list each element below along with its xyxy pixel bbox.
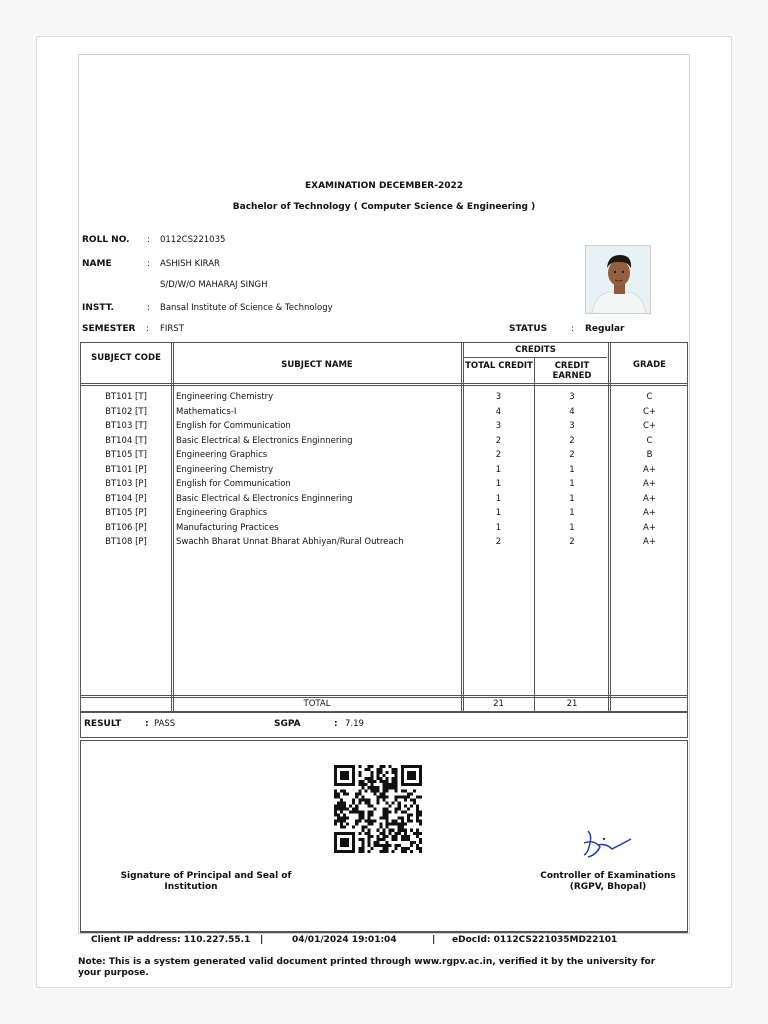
row-credit-earned: 1 — [569, 493, 575, 504]
footer-note: Note: This is a system generated valid document printed through www.rgpv.ac.in, verified it by the university for your purpose. — [78, 957, 656, 978]
row-subject-code: BT101 [P] — [105, 464, 147, 475]
row-credit-earned: 4 — [569, 406, 575, 417]
header-credit-earned: CREDIT EARNED — [552, 361, 592, 381]
row-credit-earned: 3 — [569, 421, 575, 431]
print-datetime: 04/01/2024 19:01:04 — [292, 935, 397, 945]
roll-sep: : — [147, 235, 151, 245]
row-subject-code: BT102 [T] — [105, 406, 147, 417]
row-subject-code: BT104 [T] — [105, 435, 147, 446]
row-grade: C+ — [642, 406, 657, 417]
marks-table — [80, 342, 688, 712]
sgpa-sep: : — [334, 719, 338, 729]
status-sep: : — [571, 324, 575, 334]
row-subject-name: Basic Electrical & Electronics Enginnering — [176, 493, 353, 504]
sgpa-value: 7.19 — [345, 719, 364, 729]
name-sep: : — [147, 259, 151, 269]
row-subject-code: BT101 [T] — [105, 392, 147, 402]
row-grade: A+ — [643, 537, 656, 547]
name-label: NAME — [82, 259, 112, 269]
row-total-credit: 1 — [495, 493, 502, 504]
qr-code — [334, 764, 422, 854]
result-box — [80, 712, 688, 738]
row-subject-name: English for Communication — [176, 421, 291, 431]
result-value: PASS — [154, 719, 176, 729]
edoc-id: eDocId: 0112CS221035MD22101 — [452, 935, 618, 945]
row-grade: A+ — [643, 508, 656, 518]
row-grade: C — [646, 435, 653, 446]
name-value: ASHISH KIRAR — [160, 259, 220, 269]
roll-value: 0112CS221035 — [160, 235, 226, 245]
row-total-credit: 1 — [495, 508, 502, 518]
row-subject-code: BT108 [P] — [105, 537, 147, 547]
row-grade: C+ — [642, 421, 657, 431]
row-total-credit: 1 — [495, 464, 502, 475]
row-credit-earned: 2 — [569, 537, 575, 547]
row-credit-earned: 2 — [569, 435, 575, 446]
header-subject-name: SUBJECT NAME — [281, 360, 353, 370]
row-subject-name: English for Communication — [176, 479, 291, 489]
row-subject-name: Swachh Bharat Unnat Bharat Abhiyan/Rural Outreach — [176, 537, 404, 547]
row-total-credit: 3 — [495, 392, 502, 402]
student-photo-image — [586, 246, 651, 314]
row-total-credit: 2 — [495, 435, 502, 446]
degree-title: Bachelor of Technology ( Computer Science & Engineering ) — [232, 202, 536, 212]
row-subject-name: Engineering Graphics — [176, 450, 268, 460]
row-subject-code: BT103 [P] — [105, 479, 147, 489]
row-total-credit: 3 — [495, 421, 502, 431]
client-ip: Client IP address: 110.227.55.1 — [91, 935, 251, 945]
header-subject-code: SUBJECT CODE — [91, 353, 161, 363]
row-grade: A+ — [643, 479, 656, 489]
row-subject-code: BT106 [P] — [105, 522, 147, 533]
inst-label: INSTT. — [82, 303, 114, 313]
row-total-credit: 1 — [495, 479, 502, 489]
roll-label: ROLL NO. — [82, 235, 130, 245]
row-subject-code: BT104 [P] — [105, 493, 147, 504]
row-subject-name: Engineering Chemistry — [176, 464, 274, 475]
row-credit-earned: 3 — [569, 392, 575, 402]
parent-value: S/D/W/O MAHARAJ SINGH — [160, 280, 268, 290]
row-credit-earned: 1 — [569, 508, 575, 518]
row-grade: B — [646, 450, 653, 460]
principal-signature-line1: Signature of Principal and Seal of — [120, 871, 292, 881]
status-label: STATUS — [509, 324, 548, 334]
semester-value: FIRST — [160, 324, 184, 334]
row-total-credit: 2 — [495, 537, 502, 547]
semester-sep: : — [146, 324, 150, 334]
result-sep: : — [145, 719, 149, 729]
footer-divider-1: | — [260, 935, 264, 945]
row-subject-code: BT103 [T] — [105, 421, 147, 431]
row-credit-earned: 1 — [569, 479, 575, 489]
row-subject-code: BT105 [T] — [105, 450, 147, 460]
exam-title: EXAMINATION DECEMBER-2022 — [304, 181, 463, 191]
row-subject-name: Mathematics-I — [176, 406, 237, 417]
footer-divider-2: | — [432, 935, 436, 945]
semester-label: SEMESTER — [82, 324, 136, 334]
status-value: Regular — [585, 324, 625, 334]
row-subject-name: Manufacturing Practices — [176, 522, 279, 533]
controller-line2: (RGPV, Bhopal) — [569, 882, 647, 892]
total-credit: 21 — [493, 699, 504, 709]
header-total-credit: TOTAL CREDIT — [465, 361, 533, 371]
row-credit-earned: 2 — [569, 450, 575, 460]
row-credit-earned: 1 — [569, 522, 575, 533]
footer-divider — [80, 932, 688, 933]
controller-signature — [576, 825, 636, 865]
row-total-credit: 1 — [495, 522, 502, 533]
row-subject-name: Engineering Graphics — [176, 508, 268, 518]
row-grade: C — [646, 392, 653, 402]
student-photo — [585, 245, 651, 314]
row-total-credit: 2 — [495, 450, 502, 460]
inst-value: Bansal Institute of Science & Technology — [160, 303, 333, 313]
result-label: RESULT — [84, 719, 122, 729]
row-subject-code: BT105 [P] — [105, 508, 147, 518]
row-credit-earned: 1 — [569, 464, 575, 475]
total-earned: 21 — [566, 699, 578, 709]
row-grade: A+ — [643, 493, 656, 504]
sgpa-label: SGPA — [274, 719, 301, 729]
header-grade: GRADE — [633, 360, 666, 370]
row-grade: A+ — [643, 522, 656, 533]
controller-line1: Controller of Examinations — [540, 871, 676, 881]
header-credits: CREDITS — [515, 345, 556, 355]
row-subject-name: Engineering Chemistry — [176, 392, 274, 402]
row-grade: A+ — [643, 464, 656, 475]
inst-sep: : — [147, 303, 151, 313]
row-subject-name: Basic Electrical & Electronics Enginnering — [176, 435, 353, 446]
total-label: TOTAL — [303, 699, 331, 709]
principal-signature-line2: Institution — [164, 882, 218, 892]
row-total-credit: 4 — [495, 406, 502, 417]
